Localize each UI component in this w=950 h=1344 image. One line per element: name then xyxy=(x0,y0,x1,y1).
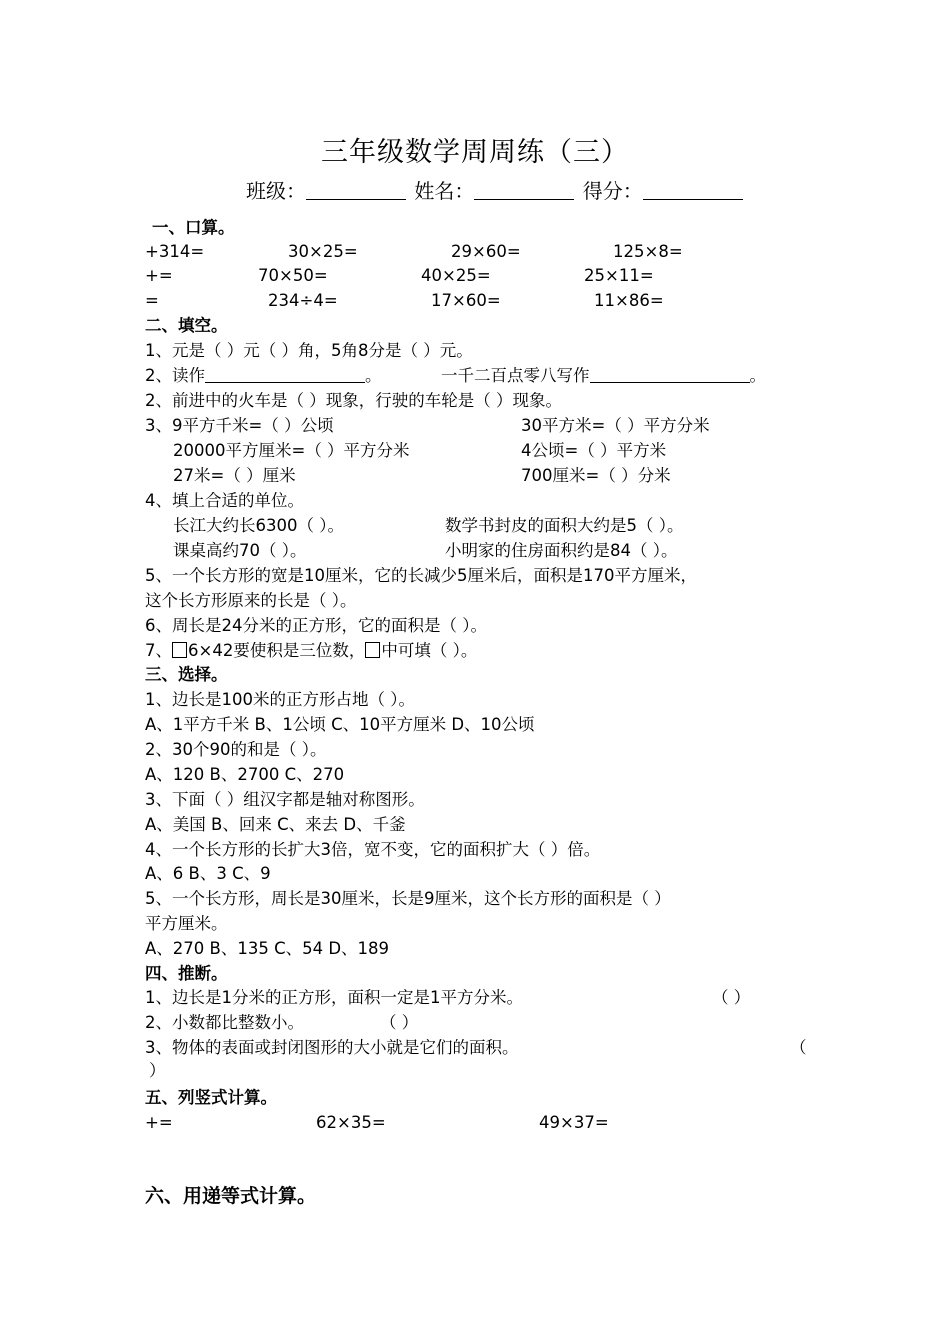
class-label: 班级： xyxy=(246,179,306,203)
question-text: 4、一个长方形的长扩大3倍，宽不变，它的面积扩大（ ）倍。 xyxy=(145,840,601,859)
question-text: 小明家的住房面积约是84（ ）。 xyxy=(445,541,678,560)
answer-blank xyxy=(205,366,365,383)
section-2-heading: 二、填空。 xyxy=(145,316,228,335)
calc-item: = xyxy=(145,291,159,310)
question-text: 4公顷=（ ）平方米 xyxy=(521,441,667,460)
question-text: 5、一个长方形，周长是30厘米，长是9厘米，这个长方形的面积是（ ） xyxy=(145,889,671,908)
question-text: 5、一个长方形的宽是10厘米，它的长减少5厘米后，面积是170平方厘米， xyxy=(145,566,697,585)
calc-item: 40×25= xyxy=(421,266,491,285)
answer-parens: （ ） xyxy=(712,988,751,1007)
score-label: 得分： xyxy=(582,179,643,203)
question-text: 27米=（ ）厘米 xyxy=(173,466,296,485)
question-text: 4、填上合适的单位。 xyxy=(145,491,304,510)
question-text: 3、9平方千米=（ ）公顷 xyxy=(145,416,334,435)
calc-item: 11×86= xyxy=(594,291,664,310)
question-text: 3、下面（ ）组汉字都是轴对称图形。 xyxy=(145,790,425,809)
calc-item: 234÷4= xyxy=(268,291,338,310)
section-5-heading: 五、列竖式计算。 xyxy=(145,1088,277,1107)
question-text: 1、边长是100米的正方形占地（ ）。 xyxy=(145,690,415,709)
question-text: 长江大约长6300（ ）。 xyxy=(173,516,344,535)
page-title: 三年级数学周周练（三） xyxy=(321,137,629,168)
question-text: 课桌高约70（ ）。 xyxy=(173,541,307,560)
question-options: A、6 B、3 C、9 xyxy=(145,864,271,883)
question-options: A、美国 B、回来 C、来去 D、千釜 xyxy=(145,815,406,834)
score-blank xyxy=(643,179,743,200)
name-label: 姓名： xyxy=(414,179,475,203)
question-text: 1、元是（ ）元（ ）角，5角8分是（ ）元。 xyxy=(145,341,473,360)
question-text: 7、 6×42要使积是三位数， 中可填（ ）。 xyxy=(145,641,478,660)
question-text: 20000平方厘米=（ ）平方分米 xyxy=(173,441,410,460)
question-text: 2、小数都比整数小。 xyxy=(145,1013,304,1032)
section-4-heading: 四、推断。 xyxy=(145,964,228,983)
section-3-heading: 三、选择。 xyxy=(145,665,228,684)
calc-item: += xyxy=(145,266,173,285)
question-text: 1、边长是1分米的正方形，面积一定是1平方分米。 xyxy=(145,988,523,1007)
calc-item: += xyxy=(145,1113,173,1132)
answer-parens: ） xyxy=(149,1061,166,1080)
question-options: A、270 B、135 C、54 D、189 xyxy=(145,939,390,958)
question-text: 这个长方形原来的长是（ ）。 xyxy=(145,591,357,610)
class-blank xyxy=(306,179,406,200)
square-box xyxy=(365,642,380,658)
question-text: 2、30个90的和是（ ）。 xyxy=(145,740,327,759)
answer-parens: （ xyxy=(790,1038,807,1057)
section-1-heading: 一、口算。 xyxy=(152,218,235,237)
question-text: 数学书封皮的面积大约是5（ ）。 xyxy=(445,516,684,535)
calc-item: 29×60= xyxy=(451,242,521,261)
question-text: 2、读作 。 xyxy=(145,366,382,385)
question-text: 3、物体的表面或封闭图形的大小就是它们的面积。 xyxy=(145,1038,519,1057)
calc-item: 17×60= xyxy=(431,291,501,310)
answer-parens: （ ） xyxy=(380,1013,419,1032)
calc-item: 25×11= xyxy=(584,266,654,285)
calc-item: +314= xyxy=(145,242,205,261)
answer-blank xyxy=(590,366,750,383)
calc-item: 30×25= xyxy=(288,242,358,261)
square-box xyxy=(172,642,187,658)
calc-item: 62×35= xyxy=(316,1113,386,1132)
calc-item: 125×8= xyxy=(613,242,683,261)
student-info-line xyxy=(246,175,745,204)
question-text: 2、前进中的火车是（ ）现象，行驶的车轮是（ ）现象。 xyxy=(145,391,562,410)
section-6-heading: 六、用递等式计算。 xyxy=(145,1185,317,1207)
question-text: 30平方米=（ ）平方分米 xyxy=(521,416,710,435)
question-text: 6、周长是24分米的正方形，它的面积是（ ）。 xyxy=(145,616,487,635)
question-text: 平方厘米。 xyxy=(145,914,228,933)
calc-item: 49×37= xyxy=(539,1113,609,1132)
name-blank xyxy=(474,179,574,200)
calc-item: 70×50= xyxy=(258,266,328,285)
question-text: 700厘米=（ ）分米 xyxy=(521,466,671,485)
question-text: 一千二百点零八写作 。 xyxy=(441,366,766,385)
question-options: A、120 B、2700 C、270 xyxy=(145,765,345,784)
question-options: A、1平方千米 B、1公顷 C、10平方厘米 D、10公顷 xyxy=(145,715,535,734)
